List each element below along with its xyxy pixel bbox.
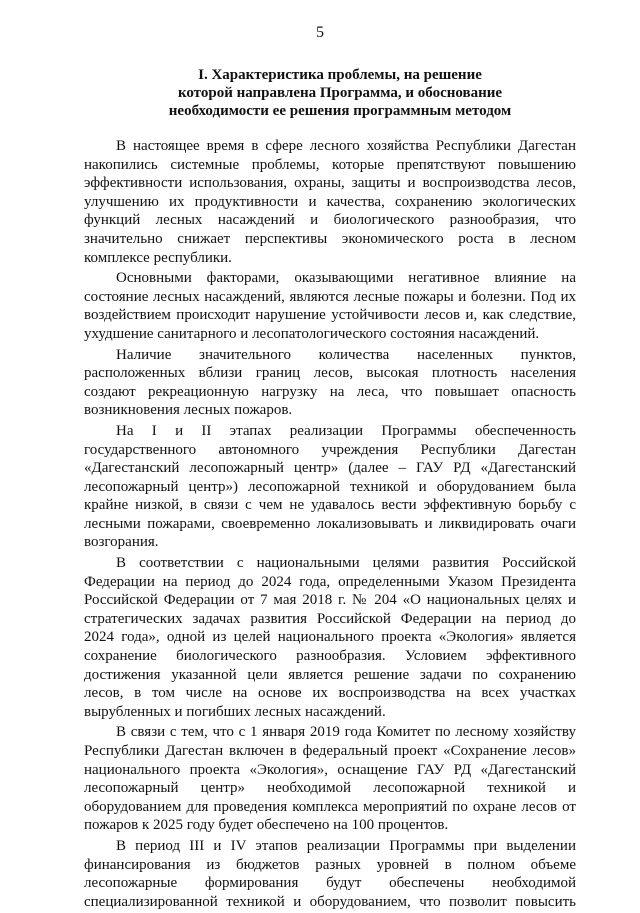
body-text [84, 137, 576, 913]
paragraph-line: сохранение биологического разнообразия. Условием эффективного [84, 648, 576, 665]
paragraph-line: оборудованием для проведения комплекса мероприятий по охране лесов от [84, 798, 576, 815]
page-number: 5 [316, 24, 324, 41]
paragraph-line: эффективности использования, охраны, защиты и воспроизводства лесов, [84, 175, 576, 192]
paragraph-line: состояние лесных насаждений, являются лесные пожары и болезни. Под их [84, 288, 576, 305]
paragraph-line: лесопожарный центр» необходимой лесопожарной техникой и [84, 780, 576, 797]
paragraph-line: комплексе республики. [84, 249, 232, 266]
paragraph-line: В период III и IV этапов реализации Программы при выделении [116, 837, 576, 854]
paragraph-line: «Дагестанский лесопожарный центр» (далее – ГАУ РД «Дагестанский [84, 460, 576, 477]
paragraph [84, 422, 576, 552]
paragraph-line: Федерации на период до 2024 года, определенными Указом Президента [84, 573, 576, 590]
paragraph-line: расположенных вблизи границ лесов, высокая плотность населения [84, 365, 576, 382]
paragraph-line: В настоящее время в сфере лесного хозяйства Республики Дагестан [116, 138, 576, 154]
paragraph-line: В соответствии с национальными целями развития Российской [116, 555, 576, 572]
paragraph [84, 269, 576, 343]
paragraph-line: Основными факторами, оказывающими негативное влияние на [116, 270, 576, 287]
paragraph [84, 346, 576, 420]
paragraph [84, 137, 576, 267]
paragraph-line: лесопожарные формирования будут обеспечены необходимой [84, 875, 576, 892]
paragraph-line: национального проекта «Экология», оснащение ГАУ РД «Дагестанский [84, 761, 576, 778]
paragraph-line: На I и II этапах реализации Программы обеспеченность [116, 422, 576, 439]
heading-line: I. Характеристика проблемы, на решение [198, 67, 482, 83]
paragraph-line: возгорания. [84, 534, 159, 551]
paragraph-line: государственного автономного учреждения Республики Дагестан [84, 441, 576, 458]
paragraph-line: Российской Федерации от 7 мая 2018 г. № 204 «О национальных целях и [84, 592, 576, 609]
paragraph-line: Наличие значительного количества населенных пунктов, [116, 346, 576, 363]
section-heading [60, 66, 620, 120]
paragraph-line: создают рекреационную нагрузку на леса, что повышает опасность [84, 383, 576, 400]
paragraph-line: пожаров к 2025 году будет обеспечено на 100 процентов. [84, 817, 449, 834]
paragraph-line: специализированной техникой и оборудованием, что позволит повысить [84, 893, 576, 910]
paragraph-line: улучшению их продуктивности и качества, сохранению экологических [84, 193, 576, 210]
paragraph-line: финансирования из бюджетов разных уровней в полном объеме [84, 856, 576, 873]
paragraph-line: стратегических задачах развития Российской Федерации на период до [84, 610, 576, 627]
paragraph [84, 837, 576, 911]
heading-line: необходимости ее решения программным методом [168, 103, 512, 119]
paragraph-line: Республики Дагестан включен в федеральный проект «Сохранение лесов» [84, 743, 576, 759]
paragraph-line: лесопожарный центр») лесопожарной техникой и оборудованием была [84, 478, 576, 495]
paragraph-line: накопились системные проблемы, которые препятствуют повышению [84, 156, 576, 173]
paragraph-line: значительно снижает перспективы экономического роста в лесном [84, 230, 576, 247]
paragraph-line: 2024 года», одной из целей национального проекта «Экология» является [84, 629, 576, 646]
paragraph-line: лесов, в том числе на основе их воспроизводства на всех участках [84, 685, 576, 702]
paragraph-line: крайне низкой, в связи с чем не удавалось вести эффективную борьбу с [84, 497, 576, 514]
paragraph-line: вырубленных и погибших лесных насаждений. [84, 703, 386, 720]
paragraph-line: ухудшение санитарного и лесопатологического состояния насаждений. [84, 325, 540, 342]
paragraph-line: возникновения лесных пожаров. [84, 402, 293, 419]
paragraph-line: достижения указанной цели является решение задачи по сохранению [84, 666, 576, 683]
paragraph-line: лесными пожарами, своевременно локализовывать и ликвидировать очаги [84, 515, 576, 532]
paragraph-line: В связи с тем, что с 1 января 2019 года Комитет по лесному хозяйству [116, 724, 576, 741]
paragraph [84, 723, 576, 835]
paragraph-line: воздействием происходит нарушение устойчивости лесов и, как следствие, [84, 307, 576, 324]
paragraph [84, 554, 576, 721]
paragraph-line: функций лесных насаждений и биологического разнообразия, что [84, 212, 576, 229]
heading-line: которой направлена Программа, и обоснование [177, 85, 503, 101]
